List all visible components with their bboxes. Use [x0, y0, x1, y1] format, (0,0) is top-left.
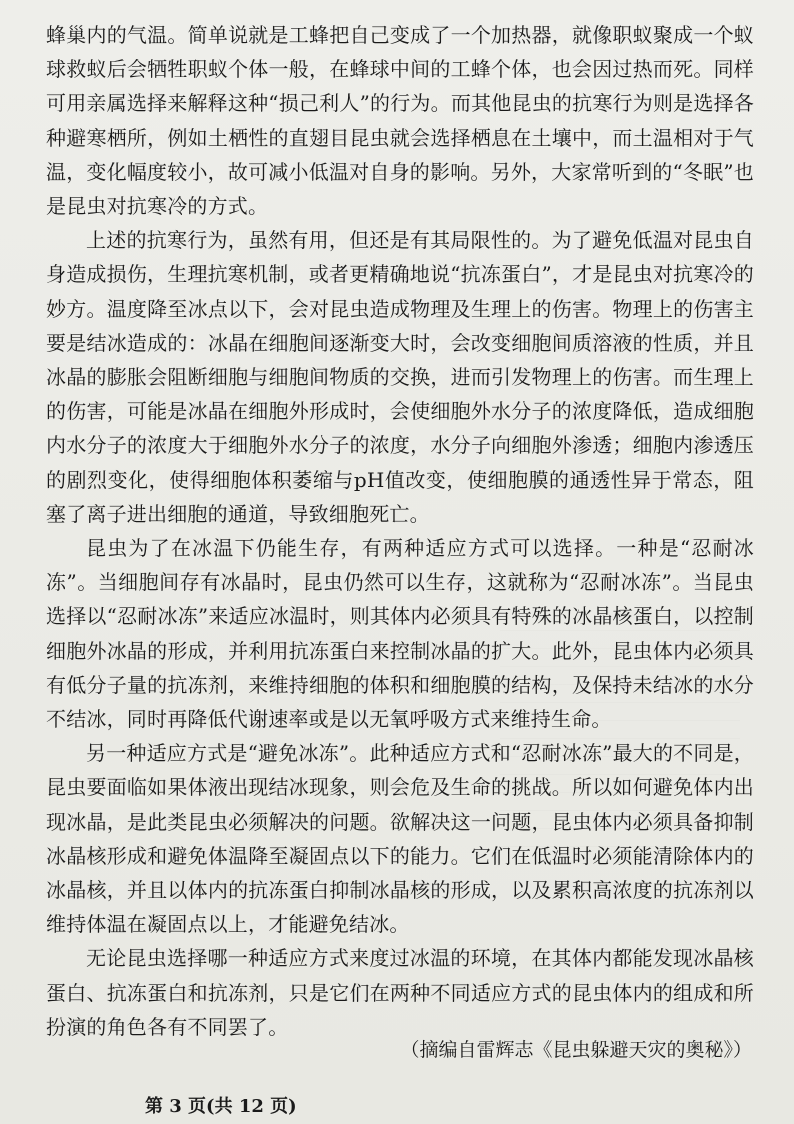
article-body	[46, 18, 754, 1044]
page-footer: 第 3 页(共 12 页)	[145, 1096, 297, 1117]
paragraph-5: 无论昆虫选择哪一种适应方式来度过冰温的环境，在其体内都能发现冰晶核蛋白、抗冻蛋白和抗冻剂，只是它们在两种不同适应方式的昆虫体内的组成和所扮演的角色各有不同罢了。	[46, 946, 754, 1039]
paragraph-3: 昆虫为了在冰温下仍能生存，有两种适应方式可以选择。一种是“忍耐冰冻”。当细胞间存有冰晶时，昆虫仍然可以生存，这就称为“忍耐冰冻”。当昆虫选择以“忍耐冰冻”来适应冰温时，则其体内必须具有特殊的冰晶核蛋白，以控制细胞外冰晶的形成，并利用抗冻蛋白来控制冰晶的扩大。此外，昆虫体内必须具有低分子量的抗冻剂，来维持细胞的体积和细胞膜的结构，及保持未结冰的水分不结冰，同时再降低代谢速率或是以无氧呼吸方式来维持生命。	[46, 536, 754, 732]
paragraph-2: 上述的抗寒行为，虽然有用，但还是有其局限性的。为了避免低温对昆虫自身造成损伤，生理抗寒机制，或者更精确地说“抗冻蛋白”，才是昆虫对抗寒冷的妙方。温度降至冰点以下，会对昆虫造成物理及生理上的伤害。物理上的伤害主要是结冰造成的：冰晶在细胞间逐渐变大时，会改变细胞间质溶液的性质，并且冰晶的膨胀会阻断细胞与细胞间物质的交换，进而引发物理上的伤害。而生理上的伤害，可能是冰晶在细胞外形成时，会使细胞外水分子的浓度降低，造成细胞内水分子的浓度大于细胞外水分子的浓度，水分子向细胞外渗透；细胞内渗透压的剧烈变化，使得细胞体积萎缩与pH值改变，使细胞膜的通透性异于常态，阻塞了离子进出细胞的通道，导致细胞死亡。	[46, 228, 754, 526]
source-citation: （摘编自雷辉志《昆虫躲避天灾的奥秘》）	[400, 1039, 752, 1061]
paragraph-1: 蜂巢内的气温。简单说就是工蜂把自己变成了一个加热器，就像职蚁聚成一个蚁球救蚁后会牺牲职蚁个体一般，在蜂球中间的工蜂个体，也会因过热而死。同样可用亲属选择来解释这种“损己利人”的行为。而其他昆虫的抗寒行为则是选择各种避寒栖所，例如土栖性的直翅目昆虫就会选择栖息在土壤中，而土温相对于气温，变化幅度较小，故可减小低温对自身的影响。另外，大家常听到的“冬眠”也是昆虫对抗寒冷的方式。	[46, 23, 754, 219]
paragraph-4: 另一种适应方式是“避免冰冻”。此种适应方式和“忍耐冰冻”最大的不同是，昆虫要面临如果体液出现结冰现象，则会危及生命的挑战。所以如何避免体内出现冰晶，是此类昆虫必须解决的问题。欲解决这一问题，昆虫体内必须具备抑制冰晶核形成和避免体温降至凝固点以下的能力。它们在低温时必须能清除体内的冰晶核，并且以体内的抗冻蛋白抑制冰晶核的形成，以及累积高浓度的抗冻剂以维持体温在凝固点以上，才能避免结冰。	[46, 741, 754, 937]
